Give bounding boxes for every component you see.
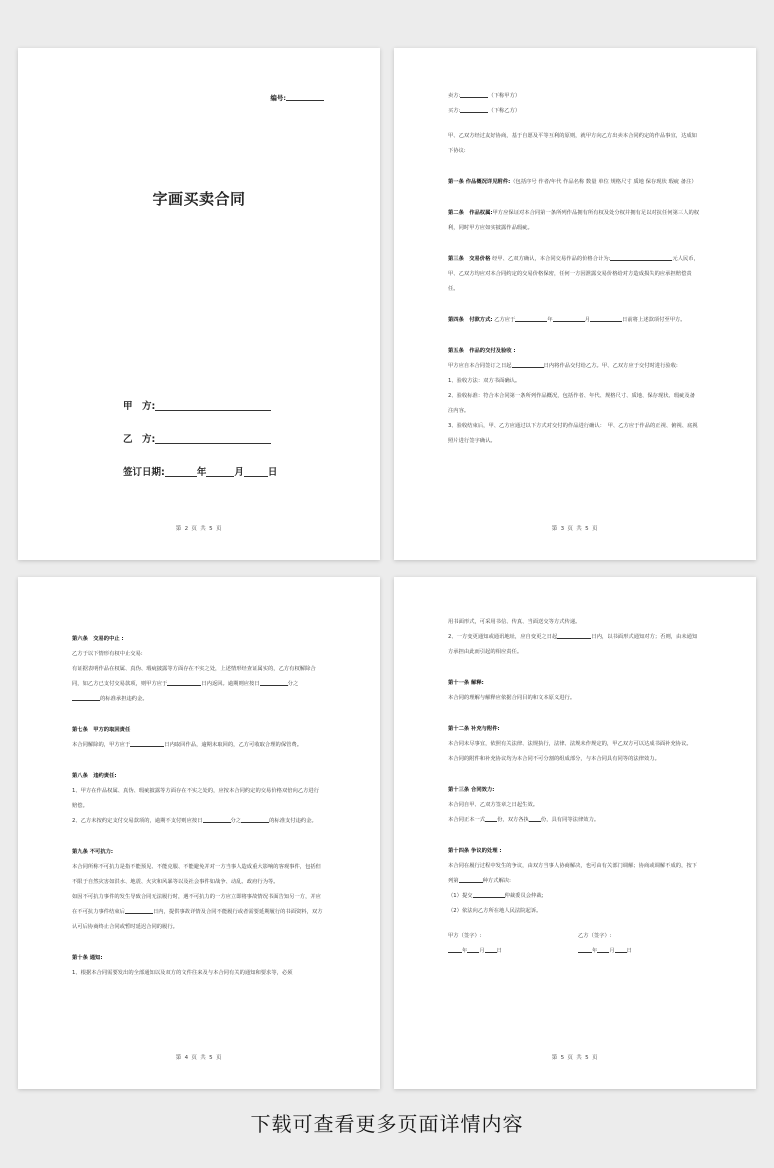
- page-body: [448, 615, 700, 959]
- article-1: 第一条 作品概况详见附件:（包括序号 作者/年代 作品名称 数量 单位 规格尺寸 质地 保存现状 瑕疵 备注）: [448, 179, 697, 185]
- document-number-label: 编号:: [270, 94, 286, 102]
- page-body: [72, 632, 324, 981]
- article-11-title: 第十一条 解释:: [448, 680, 484, 686]
- article-13-title: 第十三条 合同效力:: [448, 787, 495, 793]
- article-5-text: 甲方应自本合同签订之日起 日内将作品交付给乙方。甲、乙双方应于交付时进行验收:: [448, 363, 678, 369]
- intro-paragraph: 甲、乙双方经过友好协商，基于自愿及平等互利的原则，就甲方向乙方出卖本合同约定的作品事宜，达成如下协议:: [448, 133, 697, 154]
- article-12-text-1: 本合同未尽事宜，依照有关法律、法规执行，法律、法规未作规定的，甲乙双方可以达成书面补充协议。: [448, 741, 692, 747]
- page-footer: 第 2 页 共 5 页: [175, 526, 223, 532]
- contract-title: 字画买卖合同: [152, 190, 246, 208]
- sign-date-label: 签订日期:: [123, 467, 165, 478]
- article-8-item-1: 1、甲方在作品权属、真伪、瑕疵披露等方面存在不实之处的，应按本合同约定的交易价格双倍向乙方进行赔偿。: [72, 788, 320, 809]
- article-14-option-1: （1）提交 仲裁委员会仲裁;: [448, 893, 544, 899]
- page-body: [448, 89, 700, 449]
- sign-date-line: 签订日期: 年 月 日: [123, 467, 278, 478]
- party-a-blank: [155, 410, 271, 411]
- article-7-text: 本合同解除的，甲方应于 日内取回作品，逾期未取回的，乙方可收取合理的保管费。: [72, 742, 303, 748]
- article-8-item-2: 2、乙方未按约定支付交易款项的，逾期不支付则应按日 分之 的标准支付违约金。: [72, 818, 317, 824]
- contract-page-cover: [18, 48, 380, 560]
- party-b-line: [123, 431, 271, 445]
- article-14-text-1: 本合同在履行过程中发生的争议，由双方当事人协商解决，也可由有关部门调解；协商或调解不成的，按下列第 种方式解决:: [448, 863, 697, 884]
- article-7-title: 第七条 甲方的取回责任: [72, 727, 131, 733]
- party-b-label: 乙 方:: [123, 434, 156, 445]
- party-b-signature-date: 年 月 日: [578, 944, 632, 959]
- page-footer: 第 4 页 共 5 页: [175, 1055, 223, 1061]
- article-10-continued-2: 2、一方变更通知或通讯地址，应自变更之日起 日内，以书面形式通知对方；否则，由未通知方承担由此而引起的相应责任。: [448, 634, 698, 655]
- party-a-label: 甲 方:: [123, 401, 156, 412]
- page-footer: 第 5 页 共 5 页: [551, 1055, 599, 1061]
- buyer-line: 买方: （下称乙方）: [448, 108, 521, 114]
- article-10-title: 第十条 通知:: [72, 955, 103, 961]
- article-4: 第四条 付款方式: 乙方应于 年 月 日前将上述款项付至甲方。: [448, 317, 686, 323]
- article-8-title: 第八条 违约责任:: [72, 773, 117, 779]
- party-a-signature-label: 甲方（签字）:: [448, 933, 482, 939]
- party-b-blank: [155, 443, 271, 444]
- article-3: 第三条 交易价格 经甲、乙双方确认，本合同交易作品的价格合计为: 元人民币，甲、乙双方均应对本合同约定的交易价格保密，任何一方因泄露交易价格给对方造成损失的应承担赔偿责任。: [448, 256, 699, 292]
- article-9-text-1: 本合同所称不可抗力是指不能预见、不能克服、不能避免并对一方当事人造成重大影响的客观事件，包括但不限于自然灾害如洪水、地震、火灾和风暴等以及社会事件如战争、动乱、政府行为等。: [72, 864, 321, 885]
- article-5-item-3: 3、验收结束后，甲、乙方应通过以下方式对交付的作品进行确认： 甲、乙方应于作品的正视、俯视、底视照片进行签字确认。: [448, 423, 698, 444]
- article-14-option-2: （2）依法向乙方所在地人民法院起诉。: [448, 908, 542, 914]
- article-13-text-1: 本合同自甲、乙双方签章之日起生效。: [448, 802, 539, 808]
- article-5-item-2: 2、验收标准：符合本合同第一条所列作品概况，包括作者、年代、规格尺寸、质地、保存现状、瑕疵及备注内容。: [448, 393, 696, 414]
- seller-line: 卖方: （下称甲方）: [448, 93, 521, 99]
- article-10-text: 1、根据本合同需要发出的全部通知以及双方的文件往来及与本合同有关的通知和要求等，必须: [72, 970, 293, 976]
- document-number: [270, 93, 324, 102]
- article-11-text: 本合同的理解与解释应依据合同目的和文本原义进行。: [448, 695, 576, 701]
- article-12-text-2: 本合同的附件和补充协议均为本合同不可分割的组成部分，与本合同具有同等的法律效力。: [448, 756, 660, 762]
- article-2: 第二条 作品权属:甲方应保证对本合同第一条所列作品拥有所有权及处分权并拥有足以对抗任何第三人的权利，同时甲方应如实披露作品瑕疵。: [448, 210, 700, 231]
- article-13-text-2: 本合同正本一式 份，双方各执 份，具有同等法律效力。: [448, 817, 600, 823]
- article-5-item-1: 1、验收方法：双方书面确认。: [448, 378, 521, 384]
- article-6-title: 第六条 交易的中止 :: [72, 636, 124, 642]
- party-b-signature-label: 乙方（签字）:: [578, 933, 612, 939]
- article-6-text-1: 乙方于以下情形有权中止交易:: [72, 651, 143, 657]
- article-6-text-2: 有证据表明作品在权属、真伪、瑕疵披露等方面存在不实之处，上述情形经查证属实的，乙方有权解除合同，如乙方已支付交易款项，则甲方应于 日内返回。逾期则应按日 分之的标准承担违约金。: [72, 666, 316, 702]
- party-a-signature-date: 年 月 日: [448, 948, 502, 954]
- article-9-text-2: 如因不可抗力事件的发生导致合同无法履行时，遇不可抗力的一方应立即将事故情况书面告知另一方，并应在不可抗力事件结束后 日内，提供事故详情及合同不能履行或者需要延期履行的书面资料，双方认可后协商终止合同或暂时延迟合同的履行。: [72, 894, 323, 930]
- contract-page-3: [18, 577, 380, 1089]
- contract-page-4: [394, 577, 756, 1089]
- signature-dates: [448, 944, 700, 959]
- download-more-caption: 下载可查看更多页面详情内容: [250, 1112, 524, 1136]
- document-number-blank: [286, 100, 324, 101]
- article-10-continued-1: 用书面形式，可采用书信、传真、当面送交等方式传递。: [448, 619, 581, 625]
- article-5-title: 第五条 作品的交付及验收 :: [448, 348, 516, 354]
- article-14-title: 第十四条 争议的处理 :: [448, 848, 502, 854]
- article-12-title: 第十二条 补充与附件:: [448, 726, 500, 732]
- signature-labels: [448, 929, 700, 944]
- party-a-line: [123, 398, 271, 412]
- page-footer: 第 3 页 共 5 页: [551, 526, 599, 532]
- article-9-title: 第九条 不可抗力:: [72, 849, 114, 855]
- contract-page-2: [394, 48, 756, 560]
